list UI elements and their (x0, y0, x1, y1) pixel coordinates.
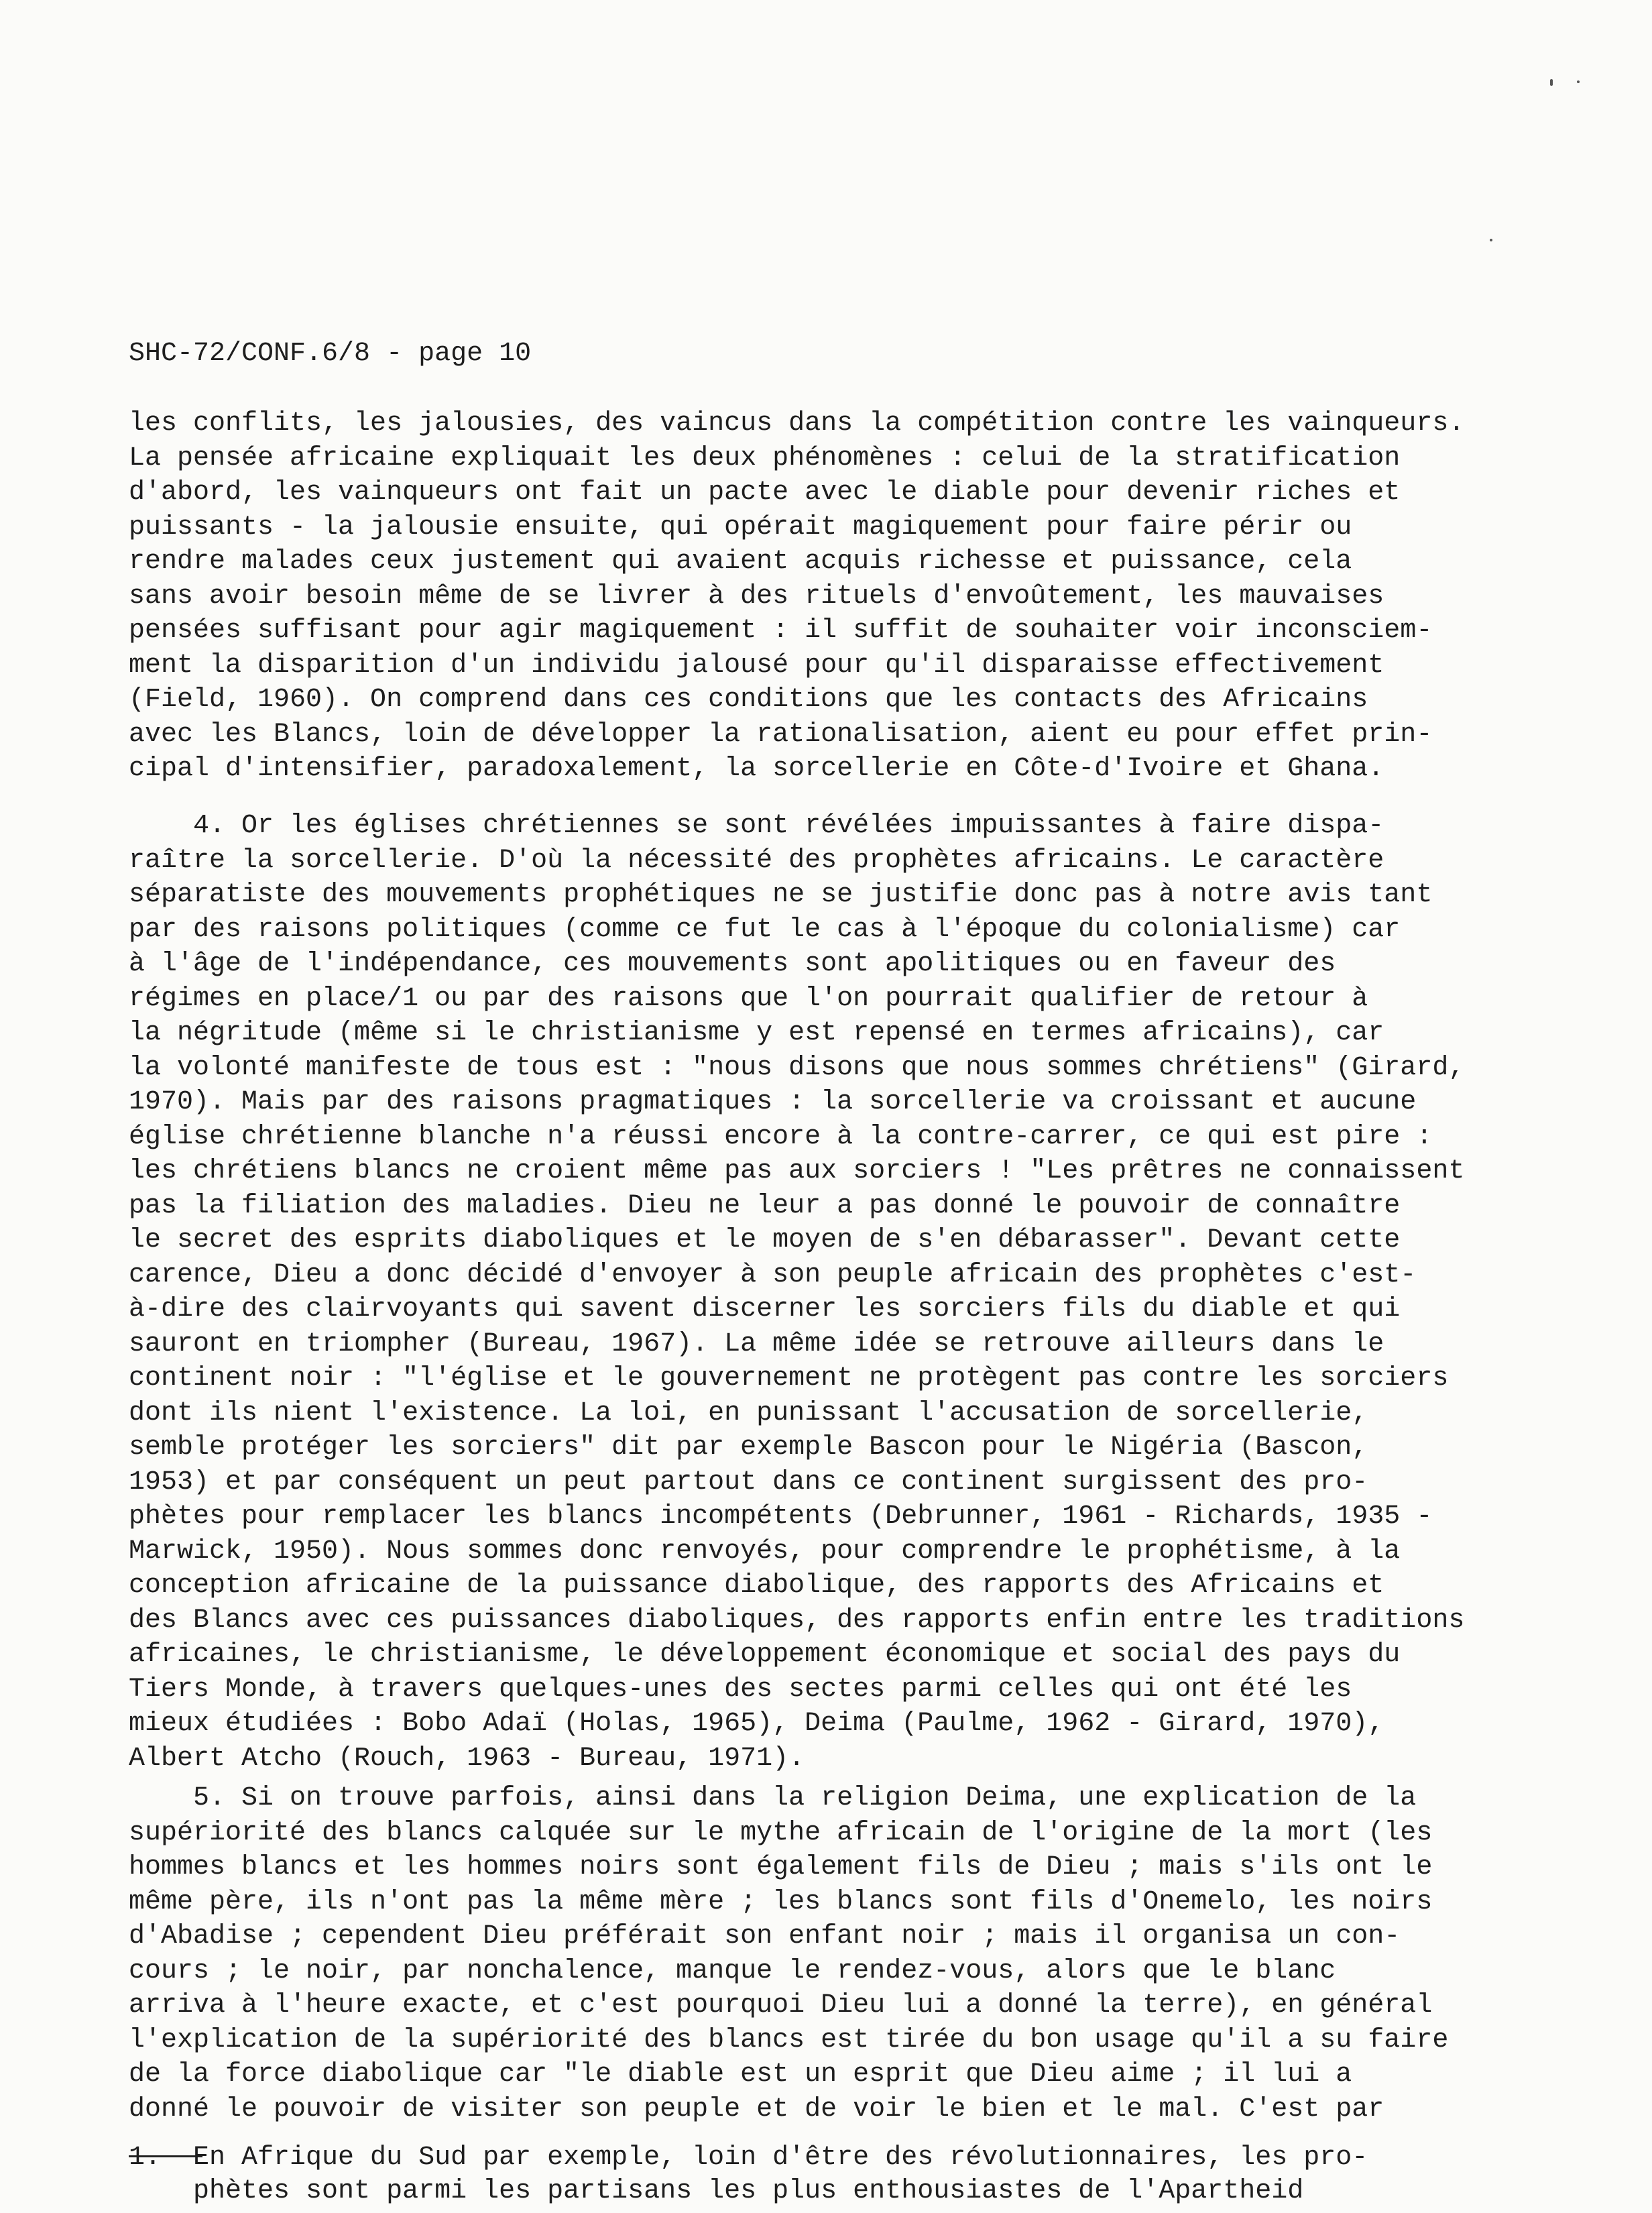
text-line: phètes pour remplacer les blancs incompétents (Debrunner, 1961 - Richards, 1935 - (129, 1501, 1433, 1532)
text-line: continent noir : "l'église et le gouvernement ne protègent pas contre les sorciers (129, 1363, 1449, 1394)
text-line: ment la disparition d'un individu jalousé pour qu'il disparaisse effectivement (129, 650, 1384, 681)
text-line: semble protéger les sorciers" dit par exemple Bascon pour le Nigéria (Bascon, (129, 1432, 1368, 1463)
text-line: séparatiste des mouvements prophétiques ne se justifie donc pas à notre avis tant (129, 880, 1433, 910)
text-line: 1970). Mais par des raisons pragmatiques : la sorcellerie va croissant et aucune (129, 1087, 1417, 1117)
text-line: des Blancs avec ces puissances diaboliques, des rapports enfin entre les traditions (129, 1605, 1465, 1636)
text-line: (Field, 1960). On comprend dans ces conditions que les contacts des Africains (129, 685, 1368, 715)
text-line: 1953) et par conséquent un peut partout dans ce continent surgissent des pro- (129, 1467, 1368, 1497)
text-line: les chrétiens blancs ne croient même pas aux sorciers ! "Les prêtres ne connaissent (129, 1156, 1465, 1186)
page-header: SHC-72/CONF.6/8 - page 10 (129, 339, 532, 369)
scan-speck (1577, 80, 1580, 83)
text-line: avec les Blancs, loin de développer la rationalisation, aient eu pour effet prin- (129, 719, 1433, 750)
text-line: la volonté manifeste de tous est : "nous disons que nous sommes chrétiens" (Girard, (129, 1052, 1465, 1083)
text-line: arriva à l'heure exacte, et c'est pourquoi Dieu lui a donné la terre), en général (129, 1990, 1433, 2021)
text-line: Albert Atcho (Rouch, 1963 - Bureau, 1971). (129, 1743, 805, 1774)
text-line: église chrétienne blanche n'a réussi encore à la contre-carrer, ce qui est pire : (129, 1121, 1433, 1152)
text-line: mieux étudiées : Bobo Adaï (Holas, 1965), Deima (Paulme, 1962 - Girard, 1970), (129, 1709, 1384, 1739)
text-line: carence, Dieu a donc décidé d'envoyer à son peuple africain des prophètes c'est- (129, 1259, 1417, 1290)
text-line: sans avoir besoin même de se livrer à des rituels d'envoûtement, les mauvaises (129, 581, 1384, 612)
text-line: La pensée africaine expliquait les deux phénomènes : celui de la stratification (129, 443, 1401, 473)
text-line: puissants - la jalousie ensuite, qui opérait magiquement pour faire périr ou (129, 512, 1352, 543)
text-line: dont ils nient l'existence. La loi, en punissant l'accusation de sorcellerie, (129, 1398, 1368, 1428)
text-line: sauront en triompher (Bureau, 1967). La même idée se retrouve ailleurs dans le (129, 1328, 1384, 1359)
text-line: d'abord, les vainqueurs ont fait un pacte avec le diable pour devenir riches et (129, 477, 1401, 508)
text-line: pas la filiation des maladies. Dieu ne leur a pas donné le pouvoir de connaître (129, 1190, 1401, 1221)
text-line: cipal d'intensifier, paradoxalement, la sorcellerie en Côte-d'Ivoire et Ghana. (129, 754, 1384, 784)
text-line: Marwick, 1950). Nous sommes donc renvoyés, pour comprendre le prophétisme, à la (129, 1536, 1401, 1567)
text-line: supériorité des blancs calquée sur le mythe africain de l'origine de la mort (les (129, 1817, 1433, 1848)
text-line: le secret des esprits diaboliques et le moyen de s'en débarasser". Devant cette (129, 1225, 1401, 1255)
text-line: par des raisons politiques (comme ce fut le cas à l'époque du colonialisme) car (129, 914, 1401, 945)
text-line: donné le pouvoir de visiter son peuple et de voir le bien et le mal. C'est par (129, 2094, 1384, 2124)
footnote-line: 1. En Afrique du Sud par exemple, loin d'être des révolutionnaires, les pro- (129, 2143, 1368, 2173)
text-line: de la force diabolique car "le diable est un esprit que Dieu aime ; il lui a (129, 2059, 1352, 2090)
text-line: rendre malades ceux justement qui avaient acquis richesse et puissance, cela (129, 547, 1352, 577)
scan-speck (1490, 239, 1492, 241)
text-line: 4. Or les églises chrétiennes se sont révélées impuissantes à faire dispa- (129, 811, 1384, 841)
text-line: africaines, le christianisme, le développement économique et social des pays du (129, 1640, 1401, 1670)
text-line: pensées suffisant pour agir magiquement : il suffit de souhaiter voir inconsciem- (129, 616, 1433, 646)
text-line: conception africaine de la puissance diabolique, des rapports des Africains et (129, 1571, 1384, 1601)
text-line: la négritude (même si le christianisme y est repensé en termes africains), car (129, 1018, 1384, 1048)
text-line: raître la sorcellerie. D'où la nécessité des prophètes africains. Le caractère (129, 845, 1384, 876)
text-line: Tiers Monde, à travers quelques-unes des sectes parmi celles qui ont été les (129, 1674, 1352, 1705)
text-line: l'explication de la supériorité des blancs est tirée du bon usage qu'il a su faire (129, 2025, 1449, 2055)
footnote-line: phètes sont parmi les partisans les plus enthousiastes de l'Apartheid (129, 2176, 1304, 2206)
scan-speck (1550, 79, 1553, 86)
text-line: à-dire des clairvoyants qui savent discerner les sorciers fils du diable et qui (129, 1294, 1401, 1324)
text-line: hommes blancs et les hommes noirs sont également fils de Dieu ; mais s'ils ont le (129, 1852, 1433, 1882)
text-line: les conflits, les jalousies, des vaincus dans la compétition contre les vainqueurs. (129, 408, 1465, 439)
text-line: cours ; le noir, par nonchalence, manque le rendez-vous, alors que le blanc (129, 1955, 1336, 1986)
text-line: régimes en place/1 ou par des raisons que l'on pourrait qualifier de retour à (129, 983, 1368, 1014)
text-line: 5. Si on trouve parfois, ainsi dans la religion Deima, une explication de la (129, 1783, 1417, 1813)
text-line: à l'âge de l'indépendance, ces mouvements sont apolitiques ou en faveur des (129, 949, 1336, 979)
text-line: d'Abadise ; cependent Dieu préférait son enfant noir ; mais il organisa un con- (129, 1921, 1401, 1951)
text-line: même père, ils n'ont pas la même mère ; les blancs sont fils d'Onemelo, les noirs (129, 1886, 1433, 1917)
